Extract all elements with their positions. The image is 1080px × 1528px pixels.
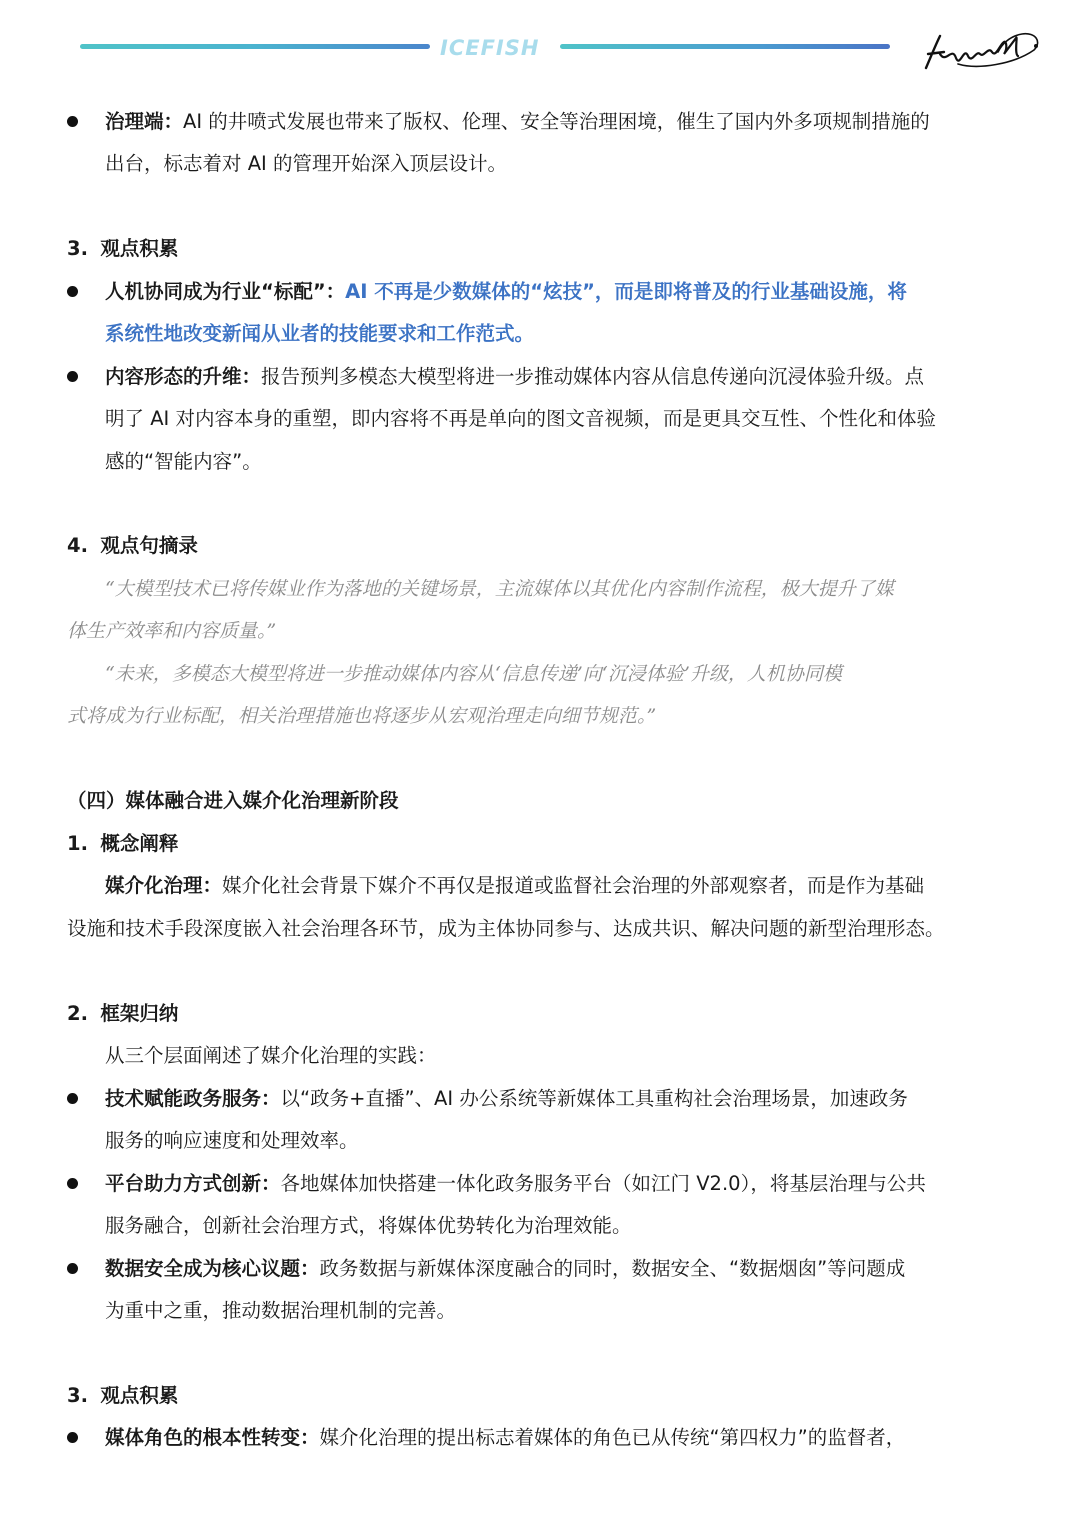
header-rule-right — [560, 44, 890, 49]
quote-text: 式将成为行业标配，相关治理措施也将逐步从宏观治理走向细节规范。” — [67, 705, 657, 727]
cont-hl-line — [105, 313, 534, 355]
bullet-dot — [67, 116, 78, 127]
bullet-dot — [67, 1178, 78, 1189]
bullet-text: 媒介化治理的提出标志着媒体的角色已从传统“第四权力”的监督者， — [319, 1426, 906, 1449]
quote-line — [67, 695, 656, 737]
heading-gap — [88, 1384, 100, 1407]
cont-line — [105, 1120, 359, 1162]
heading-number: 1. — [67, 832, 88, 855]
bullet-line-line — [105, 1078, 908, 1120]
bullet-line-line — [105, 356, 924, 398]
bullet-text: 以“政务+直播”、AI 办公系统等新媒体工具重构社会治理场景，加速政务 — [280, 1087, 908, 1110]
continuation-text: 服务融合，创新社会治理方式，将媒体优势转化为治理效能。 — [105, 1214, 632, 1237]
para-indent-line — [105, 865, 924, 907]
heading-number: 3. — [67, 1384, 88, 1407]
highlight-text: AI 不再是少数媒体的“炫技”，而是即将普及的行业基础设施，将 — [345, 280, 907, 303]
header-rule-left — [80, 44, 430, 49]
heading-text: 观点句摘录 — [100, 534, 198, 557]
signature-icon — [918, 24, 1046, 80]
quote-indent-line — [105, 568, 894, 610]
term-label: 媒介化治理： — [105, 874, 223, 897]
continuation-text: 为重中之重，推动数据治理机制的完善。 — [105, 1299, 457, 1322]
bullet-dot — [67, 1263, 78, 1274]
section-title: （四）媒体融合进入媒介化治理新阶段 — [67, 789, 399, 812]
bullet-text: AI 的井喷式发展也带来了版权、伦理、安全等治理困境，催生了国内外多项规制措施的 — [183, 110, 930, 133]
continuation-text: 出台，标志着对 AI 的管理开始深入顶层设计。 — [105, 152, 507, 175]
bullet-text: 报告预判多模态大模型将进一步推动媒体内容从信息传递向沉浸体验升级。点 — [261, 365, 925, 388]
quote-text: “未来，多模态大模型将进一步推动媒体内容从‘信息传递’向‘沉浸体验’升级，人机协同模 — [105, 663, 842, 685]
bullet-line-line — [105, 101, 930, 143]
heading-gap — [88, 534, 100, 557]
cont-line — [105, 143, 507, 185]
cont-line — [105, 441, 262, 483]
bullet-dot — [67, 1432, 78, 1443]
heading-line — [67, 823, 178, 865]
bullet-label: 人机协同成为行业“标配”： — [105, 280, 346, 303]
bullet-line-line — [105, 1163, 926, 1205]
heading-line — [67, 993, 178, 1035]
heading-line — [67, 228, 178, 270]
cont-line — [105, 1035, 437, 1077]
heading-line — [67, 525, 198, 567]
heading-number: 4. — [67, 534, 88, 557]
heading-number: 3. — [67, 237, 88, 260]
continuation-text: 明了 AI 对内容本身的重塑，即内容将不再是单向的图文音视频，而是更具交互性、个性化和体验 — [105, 407, 936, 430]
quote-text: “大模型技术已将传媒业作为落地的关键场景，主流媒体以其优化内容制作流程，极大提升了媒 — [105, 578, 894, 600]
heading-text: 观点积累 — [100, 237, 179, 260]
cont-line — [105, 398, 936, 440]
highlight-text: 系统性地改变新闻从业者的技能要求和工作范式。 — [105, 322, 535, 345]
paragraph-text: 设施和技术手段深度嵌入社会治理各环节，成为主体协同参与、达成共识、解决问题的新型治理形态。 — [67, 917, 945, 940]
bullet-label: 数据安全成为核心议题： — [105, 1257, 320, 1280]
bullet-label: 媒体角色的根本性转变： — [105, 1426, 320, 1449]
heading-number: 2. — [67, 1002, 88, 1025]
continuation-text: 感的“智能内容”。 — [105, 450, 262, 473]
quote-indent-line — [105, 653, 842, 695]
bullet-text: 政务数据与新媒体深度融合的同时，数据安全、“数据烟囱”等问题成 — [319, 1257, 906, 1280]
heading-text: 观点积累 — [100, 1384, 179, 1407]
continuation-text: 服务的响应速度和处理效率。 — [105, 1129, 359, 1152]
bullet-line-line — [105, 271, 907, 313]
cont-line — [105, 1205, 632, 1247]
quote-text: 体生产效率和内容质量。” — [67, 620, 277, 642]
bullet-text: 各地媒体加快搭建一体化政务服务平台（如江门 V2.0），将基层治理与公共 — [280, 1172, 926, 1195]
para-line — [67, 908, 945, 950]
bullet-dot — [67, 1093, 78, 1104]
icefish-logo: ICEFISH — [440, 36, 540, 60]
bullet-line-line — [105, 1248, 905, 1290]
continuation-text: 从三个层面阐述了媒介化治理的实践： — [105, 1044, 437, 1067]
bullet-dot — [67, 371, 78, 382]
heading-line — [67, 1375, 178, 1417]
cont-line — [105, 1290, 456, 1332]
paragraph-text: 媒介化社会背景下媒介不再仅是报道或监督社会治理的外部观察者，而是作为基础 — [222, 874, 925, 897]
bullet-label: 技术赋能政务服务： — [105, 1087, 281, 1110]
bullet-label: 治理端： — [105, 110, 184, 133]
heading-gap — [88, 1002, 100, 1025]
quote-line — [67, 610, 276, 652]
bullet-dot — [67, 286, 78, 297]
page-header — [0, 0, 1080, 90]
heading-text: 框架归纳 — [100, 1002, 179, 1025]
section-line — [67, 780, 399, 822]
bullet-label: 内容形态的升维： — [105, 365, 262, 388]
bullet-line-line — [105, 1417, 905, 1459]
bullet-label: 平台助力方式创新： — [105, 1172, 281, 1195]
heading-gap — [88, 832, 100, 855]
heading-text: 概念阐释 — [100, 832, 179, 855]
heading-gap — [88, 237, 100, 260]
